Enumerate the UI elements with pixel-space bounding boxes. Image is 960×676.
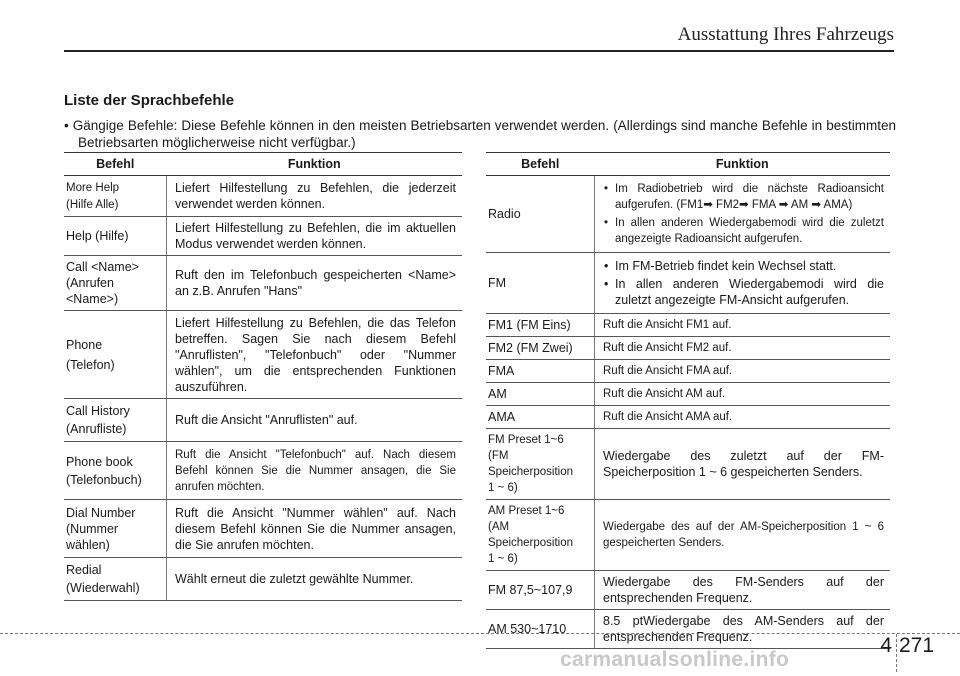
function-cell bbox=[595, 176, 891, 253]
command-cell: FM Preset 1~6 (FM Speicherposition 1 ~ 6) bbox=[486, 429, 595, 500]
column-header-befehl: Befehl bbox=[486, 153, 595, 176]
running-header-title: Ausstattung Ihres Fahrzeugs bbox=[677, 24, 894, 45]
function-cell: Wiedergabe des auf der AM-Speicherposition 1 ~ 6 gespeicherten Senders. bbox=[595, 500, 891, 571]
function-cell: Ruft die Ansicht "Telefonbuch" auf. Nach diesem Befehl können Sie die Nummer ansagen, die Sie anrufen möchten. bbox=[167, 442, 463, 500]
header-rule bbox=[64, 50, 894, 52]
function-cell: Ruft die Ansicht "Anruflisten" auf. bbox=[167, 399, 463, 442]
list-item: • Im Radiobetrieb wird die nächste Radioansicht aufgerufen. (FM1➡ FM2➡ FMA ➡ AM ➡ AMA) bbox=[615, 181, 884, 213]
table-row bbox=[64, 176, 462, 217]
table-row bbox=[486, 337, 890, 360]
command-cell: FM bbox=[486, 253, 595, 314]
command-cell: Help (Hilfe) bbox=[64, 217, 167, 256]
section-title: Liste der Sprachbefehle bbox=[64, 92, 235, 109]
table-row bbox=[64, 399, 462, 442]
command-cell: Call History (Anrufliste) bbox=[64, 399, 167, 442]
table-row bbox=[64, 558, 462, 601]
right-command-table bbox=[486, 152, 890, 649]
table-row bbox=[64, 217, 462, 256]
command-cell: Radio bbox=[486, 176, 595, 253]
table-row bbox=[64, 442, 462, 500]
function-cell: Wählt erneut die zuletzt gewählte Nummer. bbox=[167, 558, 463, 601]
table-row bbox=[486, 429, 890, 500]
table-row bbox=[64, 500, 462, 558]
intro-paragraph: • Gängige Befehle: Diese Befehle können in den meisten Betriebsarten verwendet werden. (Allerdings sind manche Befehle in bestimmten Betriebsarten möglicherweise nicht verfügbar.) bbox=[64, 118, 896, 150]
function-cell: Liefert Hilfestellung zu Befehlen, die das Telefon betreffen. Sagen Sie nach diesem Befehl "Anruflisten", "Telefonbuch" oder "Nummer wählen", um die entsprechenden Funktionen auszuführen. bbox=[167, 311, 463, 399]
watermark: carmanualsonline.info bbox=[560, 648, 790, 671]
command-cell: FM1 (FM Eins) bbox=[486, 314, 595, 337]
page-number-separator bbox=[896, 634, 897, 672]
command-cell: FM2 (FM Zwei) bbox=[486, 337, 595, 360]
command-cell: Call <Name> (Anrufen <Name>) bbox=[64, 256, 167, 311]
function-cell bbox=[595, 253, 891, 314]
table-row bbox=[64, 311, 462, 399]
command-cell: AM 530~1710 bbox=[486, 610, 595, 649]
function-cell: Liefert Hilfestellung zu Befehlen, die im aktuellen Modus verwendet werden können. bbox=[167, 217, 463, 256]
command-label: More Help (Hilfe Alle) bbox=[66, 182, 120, 211]
function-cell: 8.5 ptWiedergabe des AM-Senders auf der entsprechenden Frequenz. bbox=[595, 610, 891, 649]
table-row bbox=[64, 256, 462, 311]
list-item: • In allen anderen Wiedergabemodi wird die zuletzt angezeigte Radioansicht aufgerufen. bbox=[615, 215, 884, 247]
list-item: • Im FM-Betrieb findet kein Wechsel statt. bbox=[615, 258, 884, 274]
command-cell: FM 87,5~107,9 bbox=[486, 571, 595, 610]
command-cell: AM Preset 1~6 (AM Speicherposition 1 ~ 6) bbox=[486, 500, 595, 571]
command-cell: AM bbox=[486, 383, 595, 406]
function-cell: Ruft die Ansicht FM2 auf. bbox=[595, 337, 891, 360]
table-row bbox=[486, 571, 890, 610]
table-row bbox=[486, 383, 890, 406]
column-header-funktion: Funktion bbox=[167, 153, 463, 176]
footer-rule bbox=[0, 633, 960, 634]
command-cell: AMA bbox=[486, 406, 595, 429]
table-row bbox=[486, 360, 890, 383]
table-row bbox=[486, 314, 890, 337]
function-cell: Wiedergabe des zuletzt auf der FM-Speicherposition 1 ~ 6 gespeicherten Senders. bbox=[595, 429, 891, 500]
column-header-funktion: Funktion bbox=[595, 153, 891, 176]
left-command-table bbox=[64, 152, 462, 601]
table-row bbox=[486, 500, 890, 571]
table-row bbox=[486, 406, 890, 429]
command-cell: Dial Number (Nummer wählen) bbox=[64, 500, 167, 558]
bullet-list bbox=[603, 181, 884, 247]
function-cell: Liefert Hilfestellung zu Befehlen, die jederzeit verwendet werden können. bbox=[167, 176, 463, 217]
function-cell: Ruft den im Telefonbuch gespeicherten <Name> an z.B. Anrufen "Hans" bbox=[167, 256, 463, 311]
function-cell: Ruft die Ansicht FM1 auf. bbox=[595, 314, 891, 337]
command-cell: Redial (Wiederwahl) bbox=[64, 558, 167, 601]
function-cell: Ruft die Ansicht FMA auf. bbox=[595, 360, 891, 383]
list-item: • In allen anderen Wiedergabemodi wird die zuletzt angezeigte FM-Ansicht aufgerufen. bbox=[615, 276, 884, 308]
function-cell: Ruft die Ansicht "Nummer wählen" auf. Nach diesem Befehl können Sie die Nummer ansagen, die Sie anrufen möchten. bbox=[167, 500, 463, 558]
function-cell: Ruft die Ansicht AM auf. bbox=[595, 383, 891, 406]
command-cell bbox=[64, 176, 167, 217]
table-row bbox=[486, 253, 890, 314]
function-cell: Wiedergabe des FM-Senders auf der entsprechenden Frequenz. bbox=[595, 571, 891, 610]
chapter-number: 4 bbox=[880, 634, 892, 657]
function-cell: Ruft die Ansicht AMA auf. bbox=[595, 406, 891, 429]
page-number: 271 bbox=[899, 634, 935, 657]
command-cell: FMA bbox=[486, 360, 595, 383]
table-row bbox=[486, 610, 890, 649]
command-cell: Phone (Telefon) bbox=[64, 311, 167, 399]
table-row bbox=[486, 176, 890, 253]
bullet-list bbox=[603, 258, 884, 308]
command-cell: Phone book (Telefonbuch) bbox=[64, 442, 167, 500]
column-header-befehl: Befehl bbox=[64, 153, 167, 176]
